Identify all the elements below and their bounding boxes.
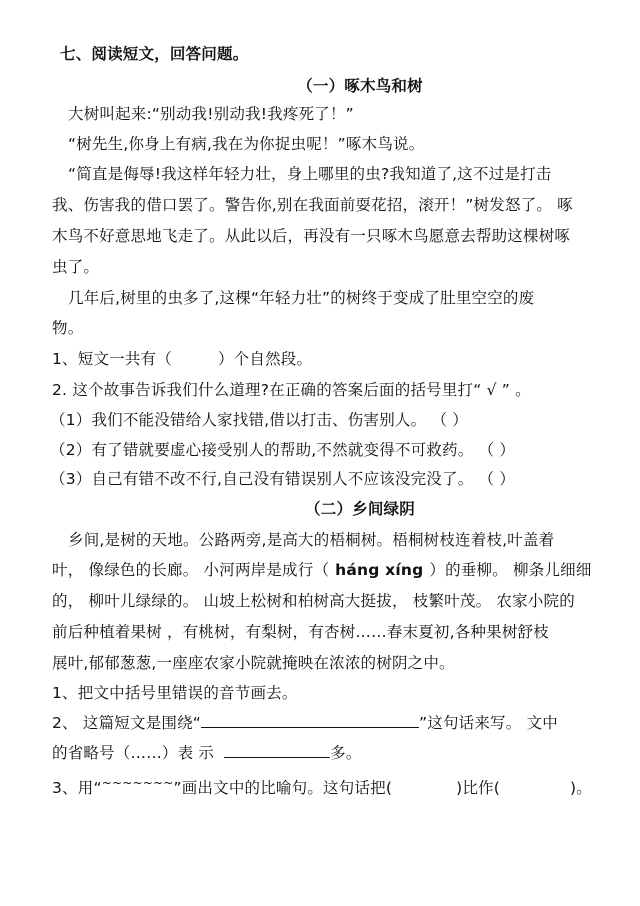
question-2-ellipsis bbox=[52, 741, 612, 765]
question-2-topic bbox=[52, 711, 612, 735]
passage1-line: 几年后,树里的虫多了,这棵“年轻力壮”的树终于变成了肚里空空的废 bbox=[68, 289, 535, 307]
question-text: )。 bbox=[569, 779, 592, 797]
section-heading: 七、阅读短文，回答问题。 bbox=[60, 45, 249, 63]
question-3-metaphor bbox=[52, 771, 612, 800]
option-text: （3）自己有错不改不行,自己没有错误别人不应该没完没了。 bbox=[50, 470, 474, 488]
passage1-line: 物。 bbox=[52, 319, 84, 337]
passage2-line bbox=[52, 558, 612, 582]
checkbox-bracket[interactable]: （ ） bbox=[478, 470, 516, 488]
passage2-text: ）的垂柳。 柳条儿细细 bbox=[429, 561, 592, 579]
option-row bbox=[50, 467, 610, 491]
checkbox-bracket[interactable]: （ ） bbox=[431, 411, 468, 429]
passage1-title: （一）啄木鸟和树 bbox=[297, 77, 423, 95]
pinyin-options[interactable]: háng xíng bbox=[335, 561, 424, 579]
question-1-paragraph-count bbox=[52, 347, 612, 371]
option-text: （2）有了错就要虚心接受别人的帮助,不然就变得不可救药。 bbox=[50, 441, 474, 459]
question-text: ”画出文中的比喻句。这句话把( bbox=[173, 779, 393, 797]
passage1-line: “简直是侮辱!我这样年轻力壮，身上哪里的虫?我知道了,这不过是打击 bbox=[68, 165, 552, 183]
passage1-line: 木鸟不好意思地飞走了。从此以后，再没有一只啄木鸟愿意去帮助这棵树啄 bbox=[52, 227, 571, 245]
question-2-moral: 2. 这个故事告诉我们什么道理?在正确的答案后面的括号里打“ √ ” 。 bbox=[52, 381, 531, 399]
passage2-line: 前后种植着果树 ，有桃树，有梨树，有杏树……春末夏初,各种果树舒枝 bbox=[52, 623, 549, 641]
question-1-pinyin: 1、把文中括号里错误的音节画去。 bbox=[52, 684, 298, 702]
passage1-line: “树先生,你身上有病,我在为你捉虫呢！”啄木鸟说。 bbox=[68, 135, 425, 153]
question-text: )比作( bbox=[456, 779, 500, 797]
answer-blank[interactable] bbox=[224, 741, 330, 758]
passage1-line: 大树叫起来:“别动我!别动我!我疼死了！” bbox=[68, 105, 354, 123]
question-text: 3、用“ bbox=[52, 779, 102, 797]
passage2-title: （二）乡间绿阴 bbox=[305, 500, 415, 518]
passage2-text: 叶， 像绿色的长廊。 小河两岸是成行（ bbox=[52, 561, 330, 579]
passage2-line: 的， 柳叶儿绿绿的。 山坡上松树和柏树高大挺拔， 枝繁叶茂。 农家小院的 bbox=[52, 592, 575, 610]
wavy-line-mark: ~~~~~~~ bbox=[101, 776, 174, 790]
option-row bbox=[50, 408, 610, 432]
passage1-line: 虫了。 bbox=[52, 258, 100, 276]
question-text: 2、 这篇短文是围绕“ bbox=[52, 714, 202, 732]
passage2-line: 展叶,郁郁葱葱,一座座农家小院就掩映在浓浓的树阴之中。 bbox=[52, 654, 455, 672]
answer-blank[interactable] bbox=[201, 711, 419, 728]
question-text: ）个自然段。 bbox=[217, 350, 313, 368]
question-text: 多。 bbox=[330, 744, 362, 762]
checkbox-bracket[interactable]: （ ） bbox=[478, 441, 516, 459]
passage2-line: 乡间,是树的天地。公路两旁,是高大的梧桐树。梧桐树枝连着枝,叶盖着 bbox=[68, 531, 555, 549]
option-text: （1）我们不能没错给人家找错,借以打击、伤害别人。 bbox=[50, 411, 427, 429]
option-row bbox=[50, 438, 610, 462]
question-text: 的省略号（……）表 示 bbox=[52, 744, 215, 762]
question-text: 1、短文一共有（ bbox=[52, 350, 172, 368]
passage1-line: 我、伤害我的借口罢了。警告你,别在我面前耍花招，滚开！”树发怒了。 啄 bbox=[52, 196, 573, 214]
question-text: ”这句话来写。 文中 bbox=[419, 714, 558, 732]
